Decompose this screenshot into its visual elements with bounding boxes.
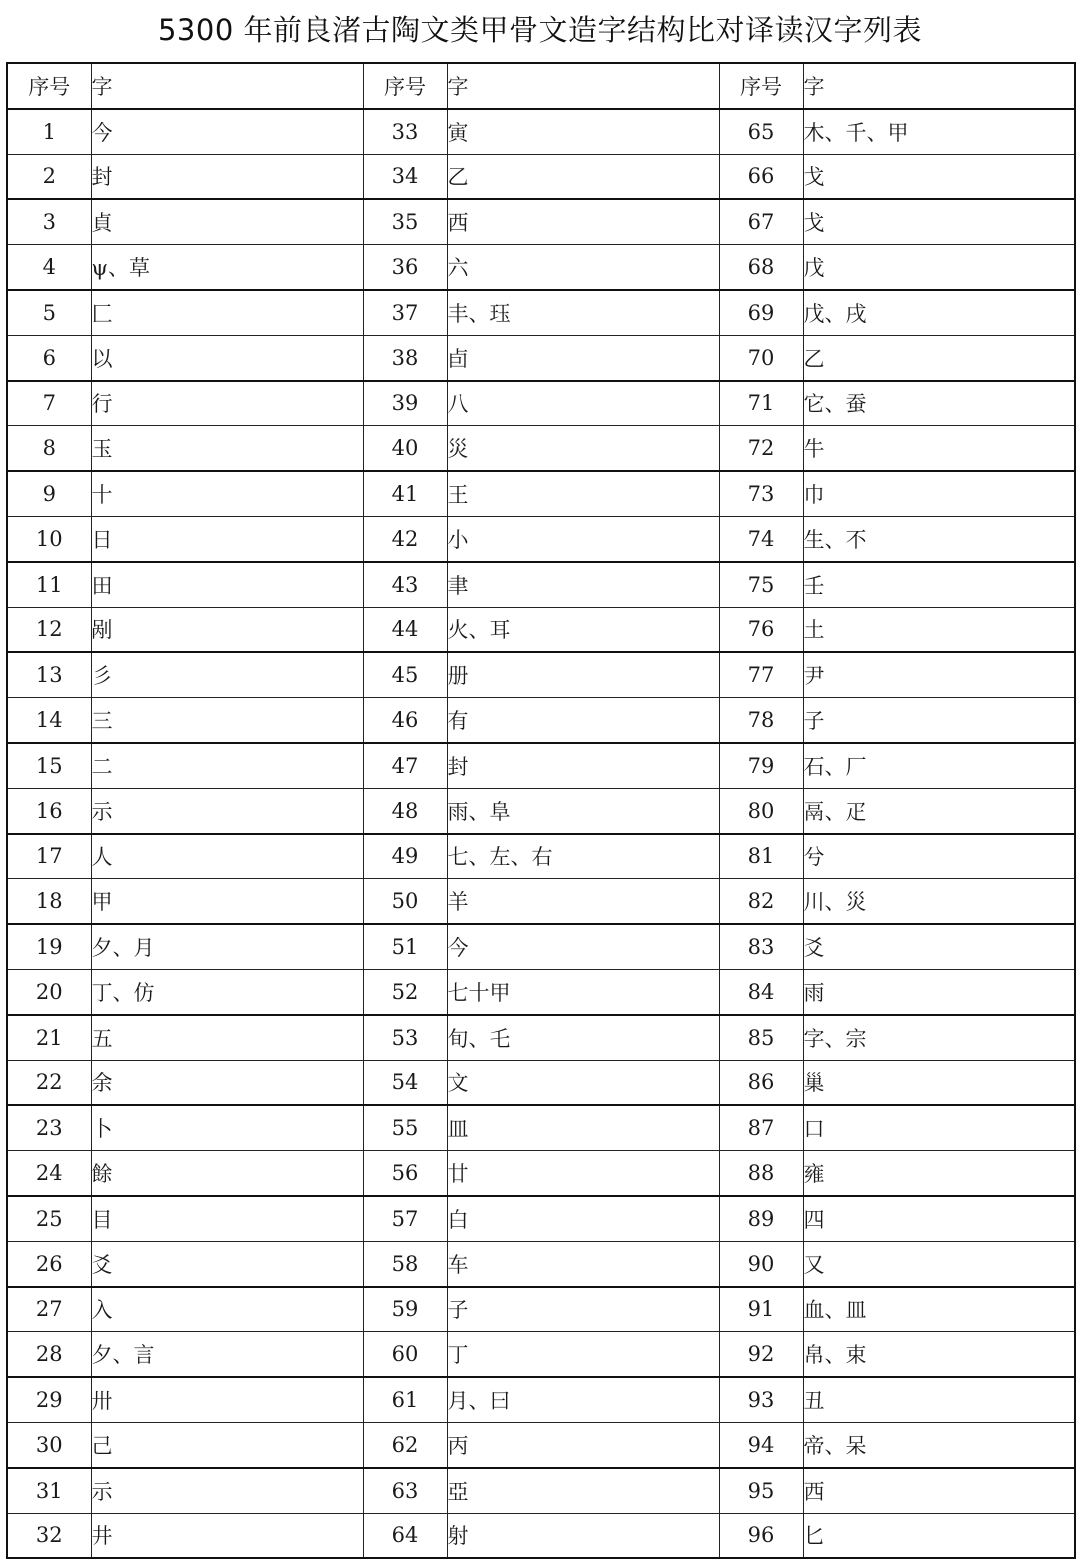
table-row <box>7 245 1075 290</box>
entry-character: 丁、仿 <box>91 969 363 1014</box>
entry-character: 田 <box>91 562 363 607</box>
table-row <box>7 652 1075 697</box>
entry-number: 39 <box>363 381 447 426</box>
entry-character: 木、千、甲 <box>803 109 1075 154</box>
entry-character: 八 <box>447 381 719 426</box>
entry-character: 册 <box>447 652 719 697</box>
entry-number: 45 <box>363 652 447 697</box>
entry-character: 戈 <box>803 154 1075 199</box>
table-row <box>7 879 1075 924</box>
entry-character: 小 <box>447 516 719 561</box>
entry-character: 戊 <box>803 245 1075 290</box>
entry-character: 火、耳 <box>447 607 719 652</box>
entry-number: 64 <box>363 1513 447 1558</box>
entry-character: 彡 <box>91 652 363 697</box>
entry-character: 六 <box>447 245 719 290</box>
entry-character: 以 <box>91 335 363 380</box>
entry-number: 32 <box>7 1513 91 1558</box>
entry-character: ψ、草 <box>91 245 363 290</box>
entry-character: 今 <box>447 924 719 969</box>
entry-number: 46 <box>363 698 447 743</box>
entry-character: 余 <box>91 1060 363 1105</box>
entry-number: 11 <box>7 562 91 607</box>
entry-character: 血、皿 <box>803 1287 1075 1332</box>
entry-number: 2 <box>7 154 91 199</box>
entry-character: 聿 <box>447 562 719 607</box>
entry-character: 七、左、右 <box>447 834 719 879</box>
entry-character: 川、災 <box>803 879 1075 924</box>
table-row <box>7 834 1075 879</box>
entry-number: 61 <box>363 1377 447 1422</box>
entry-character: 夕、月 <box>91 924 363 969</box>
entry-number: 49 <box>363 834 447 879</box>
entry-number: 25 <box>7 1196 91 1241</box>
entry-number: 89 <box>719 1196 803 1241</box>
table-row <box>7 1332 1075 1377</box>
entry-number: 48 <box>363 788 447 833</box>
table-row <box>7 1422 1075 1467</box>
entry-character: 示 <box>91 788 363 833</box>
table-row <box>7 516 1075 561</box>
entry-number: 26 <box>7 1241 91 1286</box>
entry-character: 雍 <box>803 1151 1075 1196</box>
entry-number: 23 <box>7 1105 91 1150</box>
entry-character: 壬 <box>803 562 1075 607</box>
entry-number: 71 <box>719 381 803 426</box>
table-row <box>7 381 1075 426</box>
entry-character: 射 <box>447 1513 719 1558</box>
table-row <box>7 743 1075 788</box>
entry-number: 72 <box>719 426 803 471</box>
entry-number: 16 <box>7 788 91 833</box>
entry-number: 47 <box>363 743 447 788</box>
entry-number: 90 <box>719 1241 803 1286</box>
entry-character: 五 <box>91 1015 363 1060</box>
table-row <box>7 1468 1075 1513</box>
entry-character: 夕、言 <box>91 1332 363 1377</box>
entry-number: 44 <box>363 607 447 652</box>
entry-number: 17 <box>7 834 91 879</box>
entry-number: 9 <box>7 471 91 516</box>
entry-character: 月、曰 <box>447 1377 719 1422</box>
entry-character: 西 <box>803 1468 1075 1513</box>
entry-character: 乙 <box>803 335 1075 380</box>
entry-number: 80 <box>719 788 803 833</box>
entry-character: 甲 <box>91 879 363 924</box>
entry-number: 62 <box>363 1422 447 1467</box>
entry-number: 84 <box>719 969 803 1014</box>
entry-number: 66 <box>719 154 803 199</box>
entry-character: 行 <box>91 381 363 426</box>
entry-number: 28 <box>7 1332 91 1377</box>
header-character: 字 <box>803 63 1075 109</box>
entry-character: 丁 <box>447 1332 719 1377</box>
table-row <box>7 1060 1075 1105</box>
entry-character: 卜 <box>91 1105 363 1150</box>
entry-number: 74 <box>719 516 803 561</box>
entry-number: 37 <box>363 290 447 335</box>
entry-character: 封 <box>447 743 719 788</box>
entry-number: 38 <box>363 335 447 380</box>
table-row <box>7 607 1075 652</box>
entry-number: 56 <box>363 1151 447 1196</box>
entry-character: 子 <box>803 698 1075 743</box>
table-row <box>7 1241 1075 1286</box>
entry-number: 92 <box>719 1332 803 1377</box>
entry-character: 爻 <box>91 1241 363 1286</box>
entry-character: 災 <box>447 426 719 471</box>
entry-number: 5 <box>7 290 91 335</box>
table-row <box>7 1151 1075 1196</box>
entry-number: 85 <box>719 1015 803 1060</box>
table-row <box>7 426 1075 471</box>
entry-character: 牛 <box>803 426 1075 471</box>
entry-character: 土 <box>803 607 1075 652</box>
entry-character: 巾 <box>803 471 1075 516</box>
entry-number: 34 <box>363 154 447 199</box>
entry-number: 41 <box>363 471 447 516</box>
entry-number: 1 <box>7 109 91 154</box>
entry-character: 又 <box>803 1241 1075 1286</box>
entry-number: 19 <box>7 924 91 969</box>
entry-number: 27 <box>7 1287 91 1332</box>
entry-number: 69 <box>719 290 803 335</box>
entry-character: 字、宗 <box>803 1015 1075 1060</box>
entry-number: 20 <box>7 969 91 1014</box>
entry-character: 丰、珏 <box>447 290 719 335</box>
header-character: 字 <box>91 63 363 109</box>
entry-number: 54 <box>363 1060 447 1105</box>
entry-character: 尹 <box>803 652 1075 697</box>
entry-number: 75 <box>719 562 803 607</box>
entry-number: 79 <box>719 743 803 788</box>
entry-character: 帛、束 <box>803 1332 1075 1377</box>
entry-character: 卣 <box>447 335 719 380</box>
table-row <box>7 1196 1075 1241</box>
entry-character: 餘 <box>91 1151 363 1196</box>
table-row <box>7 1287 1075 1332</box>
entry-character: 四 <box>803 1196 1075 1241</box>
entry-character: 巢 <box>803 1060 1075 1105</box>
entry-number: 87 <box>719 1105 803 1150</box>
entry-character: 鬲、疋 <box>803 788 1075 833</box>
entry-number: 22 <box>7 1060 91 1105</box>
entry-number: 42 <box>363 516 447 561</box>
entry-character: 卅 <box>91 1377 363 1422</box>
entry-number: 18 <box>7 879 91 924</box>
table-header-row <box>7 63 1075 109</box>
entry-character: 亞 <box>447 1468 719 1513</box>
entry-character: 廿 <box>447 1151 719 1196</box>
entry-number: 95 <box>719 1468 803 1513</box>
entry-number: 59 <box>363 1287 447 1332</box>
entry-number: 94 <box>719 1422 803 1467</box>
entry-character: 寅 <box>447 109 719 154</box>
table-row <box>7 154 1075 199</box>
entry-character: 白 <box>447 1196 719 1241</box>
entry-character: 它、蚕 <box>803 381 1075 426</box>
entry-number: 65 <box>719 109 803 154</box>
entry-character: 剐 <box>91 607 363 652</box>
entry-number: 21 <box>7 1015 91 1060</box>
entry-number: 3 <box>7 199 91 244</box>
table-row <box>7 969 1075 1014</box>
entry-number: 78 <box>719 698 803 743</box>
entry-character: 口 <box>803 1105 1075 1150</box>
entry-character: 今 <box>91 109 363 154</box>
entry-number: 68 <box>719 245 803 290</box>
entry-character: 目 <box>91 1196 363 1241</box>
entry-character: 示 <box>91 1468 363 1513</box>
entry-character: 生、不 <box>803 516 1075 561</box>
entry-character: 匕 <box>803 1513 1075 1558</box>
table-row <box>7 335 1075 380</box>
table-row <box>7 1377 1075 1422</box>
entry-character: 旬、乇 <box>447 1015 719 1060</box>
entry-character: 兮 <box>803 834 1075 879</box>
entry-number: 31 <box>7 1468 91 1513</box>
entry-number: 51 <box>363 924 447 969</box>
entry-character: 羊 <box>447 879 719 924</box>
entry-character: 戈 <box>803 199 1075 244</box>
entry-number: 30 <box>7 1422 91 1467</box>
table-row <box>7 1513 1075 1558</box>
table-row <box>7 471 1075 516</box>
entry-number: 58 <box>363 1241 447 1286</box>
entry-number: 33 <box>363 109 447 154</box>
entry-number: 36 <box>363 245 447 290</box>
table-row <box>7 109 1075 154</box>
entry-number: 83 <box>719 924 803 969</box>
entry-character: 人 <box>91 834 363 879</box>
header-character: 字 <box>447 63 719 109</box>
entry-number: 10 <box>7 516 91 561</box>
entry-character: 雨、阜 <box>447 788 719 833</box>
entry-number: 82 <box>719 879 803 924</box>
header-number: 序号 <box>719 63 803 109</box>
entry-number: 14 <box>7 698 91 743</box>
entry-number: 13 <box>7 652 91 697</box>
entry-character: 有 <box>447 698 719 743</box>
entry-number: 12 <box>7 607 91 652</box>
entry-number: 88 <box>719 1151 803 1196</box>
entry-number: 29 <box>7 1377 91 1422</box>
entry-number: 86 <box>719 1060 803 1105</box>
entry-number: 50 <box>363 879 447 924</box>
entry-character: 七十甲 <box>447 969 719 1014</box>
entry-character: 入 <box>91 1287 363 1332</box>
entry-character: 玉 <box>91 426 363 471</box>
entry-character: 王 <box>447 471 719 516</box>
entry-character: 乙 <box>447 154 719 199</box>
entry-number: 24 <box>7 1151 91 1196</box>
entry-number: 55 <box>363 1105 447 1150</box>
entry-number: 63 <box>363 1468 447 1513</box>
entry-number: 60 <box>363 1332 447 1377</box>
entry-character: 匚 <box>91 290 363 335</box>
entry-number: 67 <box>719 199 803 244</box>
entry-number: 15 <box>7 743 91 788</box>
entry-number: 81 <box>719 834 803 879</box>
table-row <box>7 1105 1075 1150</box>
entry-number: 96 <box>719 1513 803 1558</box>
table-row <box>7 1015 1075 1060</box>
entry-character: 戊、戌 <box>803 290 1075 335</box>
entry-number: 35 <box>363 199 447 244</box>
entry-character: 子 <box>447 1287 719 1332</box>
entry-character: 石、厂 <box>803 743 1075 788</box>
entry-number: 57 <box>363 1196 447 1241</box>
entry-character: 封 <box>91 154 363 199</box>
table-row <box>7 562 1075 607</box>
table-row <box>7 698 1075 743</box>
entry-number: 77 <box>719 652 803 697</box>
entry-character: 三 <box>91 698 363 743</box>
entry-number: 93 <box>719 1377 803 1422</box>
table-body <box>7 109 1075 1559</box>
entry-character: 丙 <box>447 1422 719 1467</box>
entry-number: 7 <box>7 381 91 426</box>
entry-character: 貞 <box>91 199 363 244</box>
entry-character: 雨 <box>803 969 1075 1014</box>
entry-number: 70 <box>719 335 803 380</box>
entry-character: 帝、呆 <box>803 1422 1075 1467</box>
entry-number: 43 <box>363 562 447 607</box>
entry-character: 文 <box>447 1060 719 1105</box>
header-number: 序号 <box>7 63 91 109</box>
character-table <box>6 62 1076 1559</box>
entry-number: 4 <box>7 245 91 290</box>
entry-number: 40 <box>363 426 447 471</box>
entry-character: 车 <box>447 1241 719 1286</box>
entry-character: 皿 <box>447 1105 719 1150</box>
entry-character: 二 <box>91 743 363 788</box>
entry-number: 73 <box>719 471 803 516</box>
entry-number: 52 <box>363 969 447 1014</box>
entry-character: 十 <box>91 471 363 516</box>
entry-character: 日 <box>91 516 363 561</box>
entry-number: 6 <box>7 335 91 380</box>
entry-number: 53 <box>363 1015 447 1060</box>
entry-character: 爻 <box>803 924 1075 969</box>
entry-number: 8 <box>7 426 91 471</box>
table-row <box>7 290 1075 335</box>
entry-character: 井 <box>91 1513 363 1558</box>
entry-number: 76 <box>719 607 803 652</box>
header-number: 序号 <box>363 63 447 109</box>
entry-character: 己 <box>91 1422 363 1467</box>
page-title: 5300 年前良渚古陶文类甲骨文造字结构比对译读汉字列表 <box>157 13 923 47</box>
entry-character: 西 <box>447 199 719 244</box>
table-row <box>7 788 1075 833</box>
entry-number: 91 <box>719 1287 803 1332</box>
table-row <box>7 924 1075 969</box>
table-row <box>7 199 1075 244</box>
entry-character: 丑 <box>803 1377 1075 1422</box>
